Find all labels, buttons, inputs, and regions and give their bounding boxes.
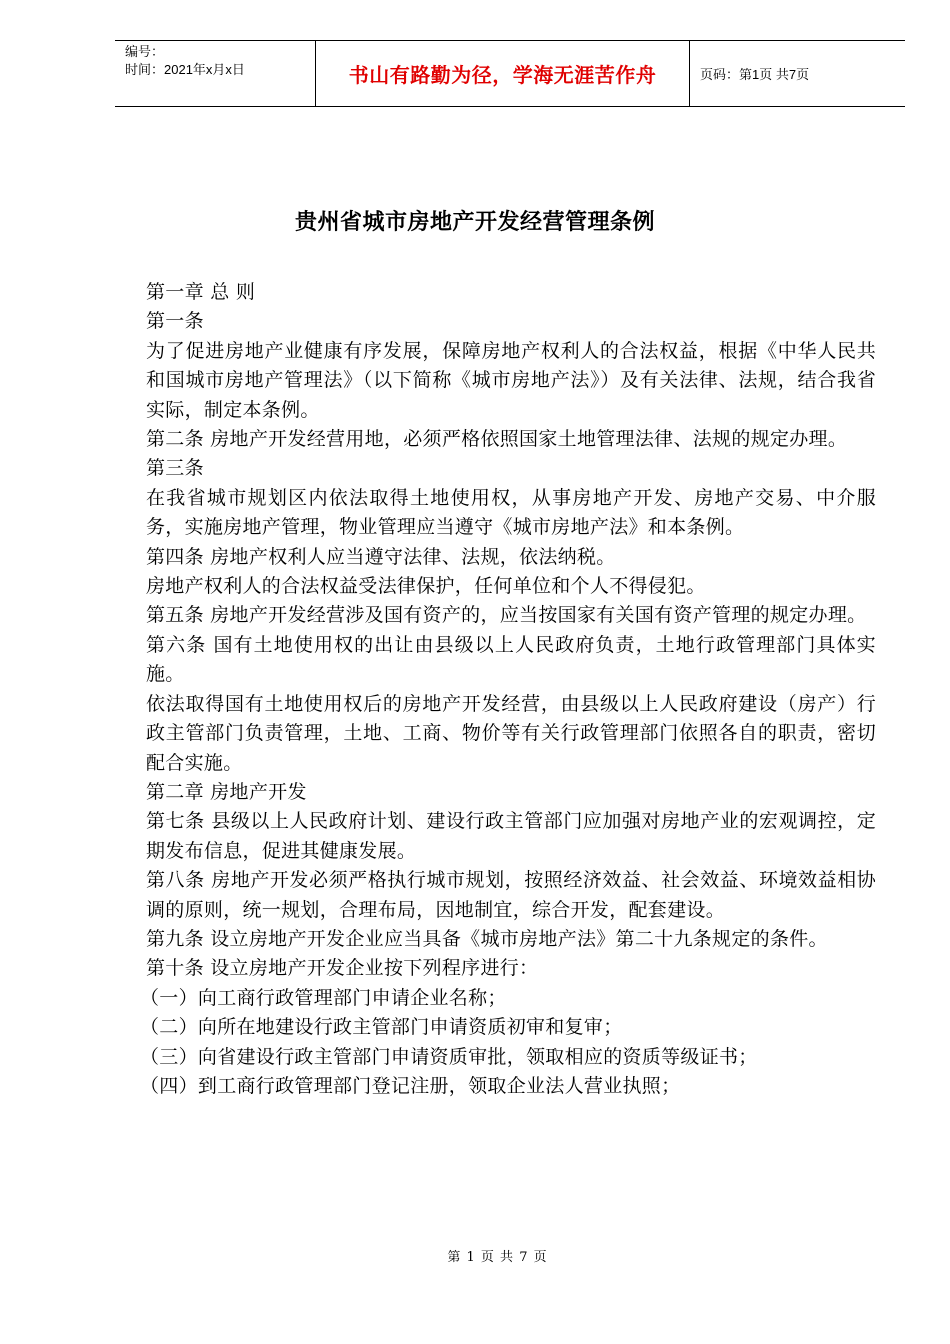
article-text: 第五条 房地产开发经营涉及国有资产的，应当按国家有关国有资产管理的规定办理。 [146, 604, 867, 627]
chapter-heading: 第二章 房地产开发 [146, 780, 307, 803]
article-heading: 第三条 [146, 457, 204, 480]
header-page-info: 页码：第1页 共7页 [700, 67, 810, 82]
article-text: 第六条 国有土地使用权的出让由县级以上人民政府负责，土地行政管理部门具体实施。 [146, 633, 876, 686]
article-text: 第七条 县级以上人民政府计划、建设行政主管部门应加强对房地产业的宏观调控，定期发布信息，促进其健康发展。 [146, 810, 876, 862]
article-text: 第十条 设立房地产开发企业按下列程序进行： [146, 957, 539, 980]
list-item: （三）向省建设行政主管部门申请资质审批，领取相应的资质等级证书； [140, 1045, 758, 1068]
article-text: 为了促进房地产业健康有序发展，保障房地产权利人的合法权益，根据《中华人民共和国城市房地产管理法》（以下简称《城市房地产法》）及有关法律、法规，结合我省实际，制定本条例。 [146, 339, 876, 421]
document-body [140, 278, 876, 1101]
article-text: 第八条 房地产开发必须严格执行城市规划，按照经济效益、社会效益、环境效益相协调的原则，统一规划，合理布局，因地制宜，综合开发，配套建设。 [146, 869, 876, 921]
code-label: 编号： [125, 44, 165, 59]
article-text: 依法取得国有土地使用权后的房地产开发经营，由县级以上人民政府建设（房产）行政主管部门负责管理，土地、工商、物价等有关行政管理部门依照各自的职责，密切配合实施。 [146, 692, 876, 774]
list-item: （二）向所在地建设行政主管部门申请资质初审和复审； [140, 1016, 623, 1039]
time-label: 时间：2021年x月x日 [125, 62, 245, 77]
article-text: 第四条 房地产权利人应当遵守法律、法规，依法纳税。 [146, 545, 616, 568]
article-text: 在我省城市规划区内依法取得土地使用权，从事房地产开发、房地产交易、中介服务，实施房地产管理，物业管理应当遵守《城市房地产法》和本条例。 [146, 486, 876, 539]
article-heading: 第一条 [146, 310, 204, 333]
list-item: （四）到工商行政管理部门登记注册，领取企业法人营业执照； [140, 1074, 681, 1097]
document-title: 贵州省城市房地产开发经营管理条例 [294, 210, 655, 235]
chapter-heading: 第一章 总 则 [146, 281, 256, 303]
list-item: （一）向工商行政管理部门申请企业名称； [140, 986, 507, 1009]
header-motto: 书山有路勤为径，学海无涯苦作舟 [316, 41, 690, 106]
document-header [115, 40, 905, 107]
article-text: 第二条 房地产开发经营用地，必须严格依照国家土地管理法律、法规的规定办理。 [146, 428, 848, 451]
article-text: 第九条 设立房地产开发企业应当具备《城市房地产法》第二十九条规定的条件。 [146, 927, 828, 950]
article-text: 房地产权利人的合法权益受法律保护，任何单位和个人不得侵犯。 [146, 575, 706, 598]
page-footer: 第 1 页 共 7 页 [447, 1250, 548, 1265]
header-meta-cell [115, 41, 316, 106]
